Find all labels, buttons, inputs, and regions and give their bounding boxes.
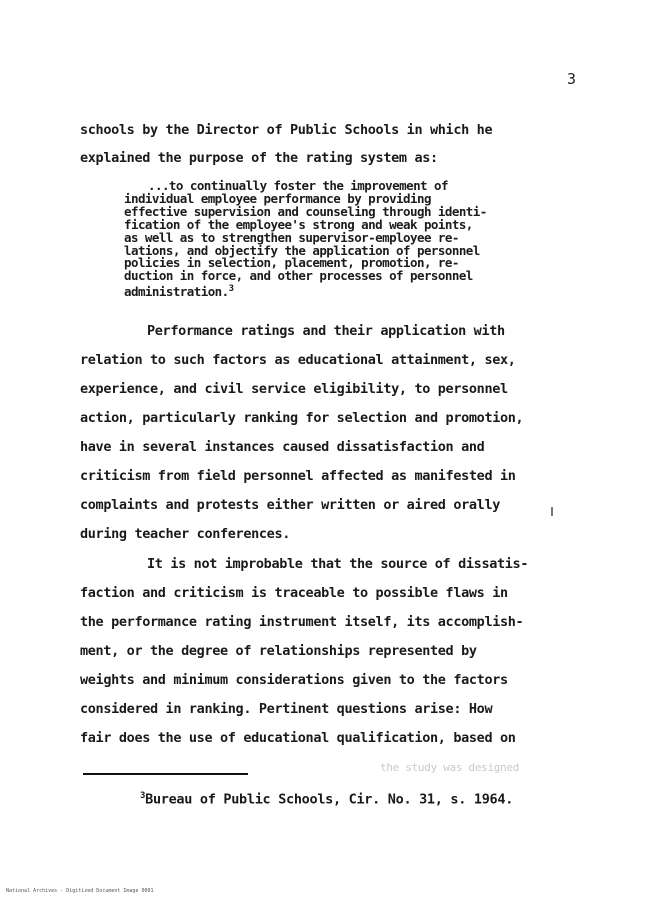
quote-line: ...to continually foster the improvement of bbox=[148, 178, 448, 193]
paragraph-2-line-3: the performance rating instrument itself, its accomplish- bbox=[80, 614, 524, 630]
paragraph-2-line-7: fair does the use of educational qualification, based on bbox=[80, 730, 516, 746]
paragraph-2-line-6: considered in ranking. Pertinent questions arise: How bbox=[80, 701, 493, 717]
footnote-marker: 3 bbox=[140, 791, 146, 801]
scan-stamp: National Archives - Digitized Document Image 0001 bbox=[6, 888, 154, 894]
paragraph-1-line-4: action, particularly ranking for selection and promotion, bbox=[80, 410, 524, 426]
footnote-reference: 3 bbox=[228, 284, 234, 295]
paragraph-2-line-4: ment, or the degree of relationships represented by bbox=[80, 643, 477, 659]
paragraph-1-line-7: complaints and protests either written or aired orally bbox=[80, 497, 500, 513]
paragraph-1-line-8: during teacher conferences. bbox=[80, 526, 290, 542]
paragraph-1-line-6: criticism from field personnel affected as manifested in bbox=[80, 468, 516, 484]
quote-line: effective supervision and counseling through identi- bbox=[124, 203, 487, 219]
bleed-through-text: the study was designed bbox=[380, 761, 520, 774]
intro-line-2: explained the purpose of the rating system as: bbox=[80, 150, 438, 166]
intro-line-1: schools by the Director of Public Schools in which he bbox=[80, 122, 493, 138]
block-quote bbox=[124, 180, 487, 299]
paragraph-2-line-1: It is not improbable that the source of dissatis- bbox=[147, 556, 529, 572]
margin-mark bbox=[551, 507, 553, 516]
page-number: 3 bbox=[567, 70, 577, 88]
paragraph-1-line-3: experience, and civil service eligibility, to personnel bbox=[80, 381, 508, 397]
quote-line bbox=[124, 283, 487, 299]
footnote-rule bbox=[83, 773, 248, 775]
paragraph-2-line-5: weights and minimum considerations given to the factors bbox=[80, 672, 508, 688]
quote-line: individual employee performance by providing bbox=[124, 190, 431, 206]
quote-line: policies in selection, placement, promotion, re- bbox=[124, 255, 459, 271]
quote-line: as well as to strengthen supervisor-employee re- bbox=[124, 229, 459, 245]
paragraph-1-line-2: relation to such factors as educational attainment, sex, bbox=[80, 352, 516, 368]
quote-line: fication of the employee's strong and weak points, bbox=[124, 216, 473, 232]
footnote bbox=[140, 791, 513, 808]
quote-line: duction in force, and other processes of personnel bbox=[124, 268, 473, 284]
footnote-text: Bureau of Public Schools, Cir. No. 31, s. 1964. bbox=[145, 791, 514, 808]
paragraph-2-line-2: faction and criticism is traceable to possible flaws in bbox=[80, 585, 508, 601]
quote-last-line: administration. bbox=[124, 284, 229, 300]
paragraph-1-line-5: have in several instances caused dissatisfaction and bbox=[80, 439, 485, 455]
paragraph-1-line-1: Performance ratings and their application with bbox=[147, 323, 505, 339]
quote-line: lations, and objectify the application of personnel bbox=[124, 242, 480, 258]
